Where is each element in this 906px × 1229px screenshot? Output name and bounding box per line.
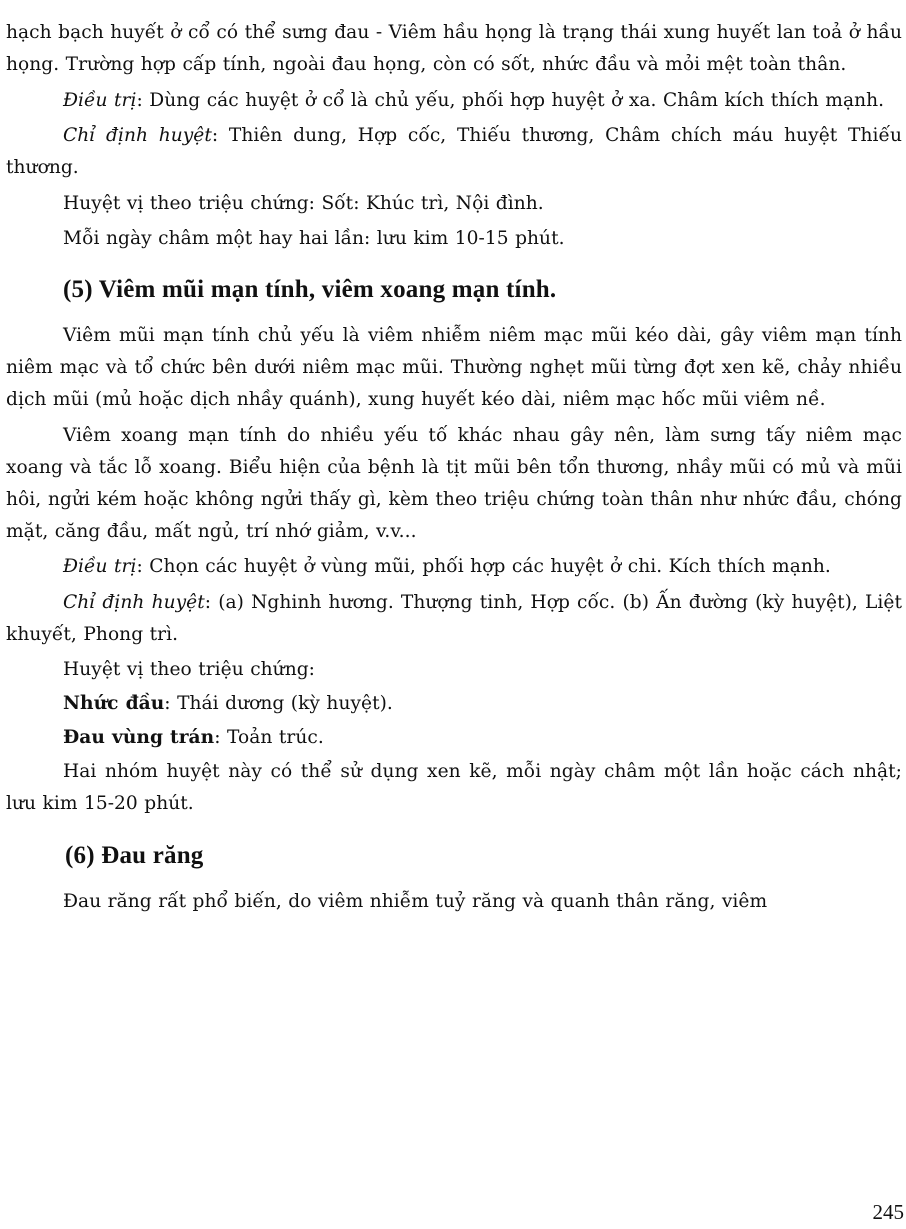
acupoints-label: Chỉ định huyệt <box>63 125 212 146</box>
headache-label: Nhức đầu <box>63 693 165 714</box>
paragraph-headache-points <box>6 688 902 720</box>
acupoints-text: : (a) Nghinh hương. Thượng tinh, Hợp cốc. (b) Ấn đường (kỳ huyệt), Liệt khuyết, Phong trì. <box>6 591 902 645</box>
paragraph-toothache-intro: Đau răng rất phổ biến, do viêm nhiễm tuỷ răng và quanh thân răng, viêm <box>63 891 768 912</box>
paragraph-alternating-groups: Hai nhóm huyệt này có thể sử dụng xen kẽ, mỗi ngày châm một lần hoặc cách nhật; lưu kim 15-20 phút. <box>6 761 902 814</box>
treatment-text: : Chọn các huyệt ở vùng mũi, phối hợp các huyệt ở chi. Kích thích mạnh. <box>136 556 831 577</box>
paragraph-chronic-rhinitis: Viêm mũi mạn tính chủ yếu là viêm nhiễm niêm mạc mũi kéo dài, gây viêm mạn tính niêm mạc và tổ chức bên dưới niêm mạc mũi. Thường nghẹt mũi từng đợt xen kẽ, chảy nhiều dịch mũi (mủ hoặc dịch nhầy quánh), xung huyết kéo dài, niêm mạc hốc mũi viêm nề. <box>6 325 902 410</box>
page-number: 245 <box>872 1200 904 1224</box>
paragraph-symptom-points-heading: Huyệt vị theo triệu chứng: <box>63 659 316 680</box>
paragraph-acupoints-rhinitis <box>6 587 902 651</box>
forehead-pain-text: : Toản trúc. <box>214 727 324 748</box>
paragraph-pharyngitis-description: hạch bạch huyết ở cổ có thể sưng đau - Viêm hầu họng là trạng thái xung huyết lan toả ở hầu họng. Trường hợp cấp tính, ngoài đau họng, còn có sốt, nhức đầu và mỏi mệt toàn thân. <box>6 22 902 75</box>
paragraph-forehead-pain-points <box>6 722 902 754</box>
paragraph-treatment-pharyngitis <box>6 85 902 117</box>
paragraph-treatment-rhinitis <box>6 551 902 583</box>
treatment-label: Điều trị <box>63 556 137 577</box>
acupoints-text: : Thiên dung, Hợp cốc, Thiếu thương, Châm chích máu huyệt Thiếu thương. <box>6 125 902 178</box>
treatment-text: : Dùng các huyệt ở cổ là chủ yếu, phối hợp huyệt ở xa. Châm kích thích mạnh. <box>136 89 885 111</box>
paragraph-needling-schedule: Mỗi ngày châm một hay hai lần: lưu kim 10-15 phút. <box>63 228 565 249</box>
treatment-label: Điều trị <box>63 89 137 111</box>
acupoints-label: Chỉ định huyệt <box>63 591 205 613</box>
forehead-pain-label: Đau vùng trán <box>63 727 215 748</box>
paragraph-chronic-sinusitis: Viêm xoang mạn tính do nhiều yếu tố khác nhau gây nên, làm sưng tấy niêm mạc xoang và tắc lỗ xoang. Biểu hiện của bệnh là tịt mũi bên tổn thương, nhầy mũi có mủ và mũi hôi, ngửi kém hoặc không ngửi thấy gì, kèm theo triệu chứng toàn thân như nhức đầu, chóng mặt, căng đầu, mất ngủ, trí nhớ giảm, v.v... <box>6 424 902 542</box>
paragraph-symptom-points: Huyệt vị theo triệu chứng: Sốt: Khúc trì, Nội đình. <box>63 192 544 214</box>
paragraph-acupoints-pharyngitis <box>6 120 902 184</box>
section-heading-rhinitis-sinusitis: (5) Viêm mũi mạn tính, viêm xoang mạn tính. <box>63 276 557 303</box>
headache-text: : Thái dương (kỳ huyệt). <box>164 693 393 714</box>
section-heading-toothache: (6) Đau răng <box>65 842 204 869</box>
